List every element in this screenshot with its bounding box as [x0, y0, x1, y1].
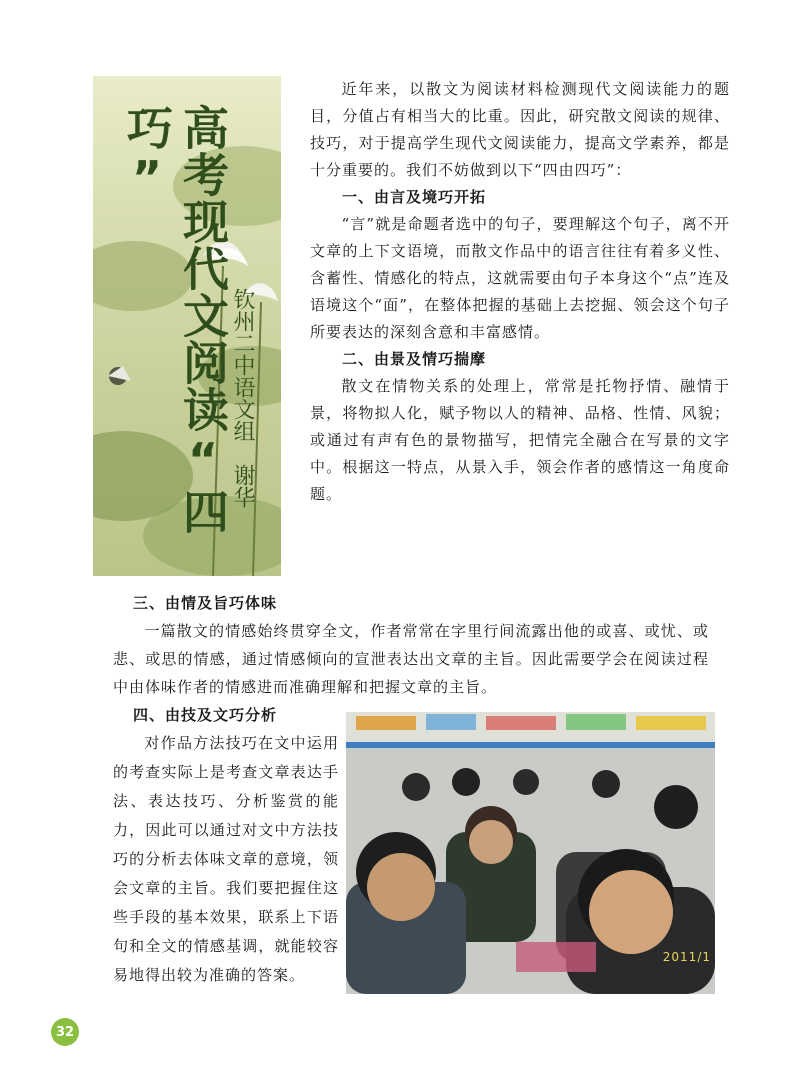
intro-paragraph: 近年来，以散文为阅读材料检测现代文阅读能力的题目，分值占有相当大的比重。因此，研究散文阅读的规律、技巧，对于提高学生现代文阅读能力，提高文学素养，都是十分重要的。我们不妨做到以下“四由四巧”：: [310, 80, 730, 179]
section-4: [113, 702, 339, 990]
section-3: [113, 590, 709, 701]
section-1-body: “言”就是命题者选中的句子，要理解这个句子，离不开文章的上下文语境，而散文作品中的语言往往有着多义性、含蓄性、情感化的特点，这就需要由句子本身这个“点”连及语境这个“面”，在整体把握的基础上去挖掘、领会这个句子所要表达的深刻含意和丰富感情。: [310, 215, 730, 341]
section-2-body: 散文在情物关系的处理上，常常是托物抒情、融情于景，将物拟人化，赋予物以人的精神、品格、性情、风貌；或通过有声有色的景物描写，把情完全融合在写景的文字中。根据这一特点，从景入手，领会作者的感情这一角度命题。: [310, 377, 730, 503]
author-group: 钦州二中语文组: [230, 288, 255, 442]
photo-date-stamp: 2011/1: [662, 950, 711, 964]
title-banner: [93, 76, 281, 576]
section-4-body: 对作品方法技巧在文中运用的考查实际上是考查文章表达手法、表达技巧、分析鉴赏的能力，因此可以通过对文中方法技巧的分析去体味文章的意境，领会文章的主旨。我们要把握住这些手段的基本效果，联系上下语句和全文的情感基调，就能较容易地得出较为准确的答案。: [113, 734, 339, 984]
page-number: 32: [51, 1018, 79, 1046]
section-2-heading: 二、由景及情巧揣摩: [342, 350, 487, 368]
right-column: [310, 76, 730, 508]
section-1-heading: 一、由言及境巧开拓: [342, 188, 487, 206]
author-name: 谢华: [230, 464, 255, 508]
banner-author: [229, 288, 255, 508]
classroom-photo: [346, 712, 715, 994]
section-3-body: 一篇散文的情感始终贯穿全文，作者常常在字里行间流露出他的或喜、或忧、或悲、或思的情感，通过情感倾向的宣泄表达出文章的主旨。因此需要学会在阅读过程中由体味作者的情感进而准确理解和把握文章的主旨。: [113, 622, 709, 696]
section-3-heading: 三、由情及旨巧体味: [133, 594, 278, 612]
banner-title: 高考现代文阅读“四巧”: [120, 104, 230, 535]
students-image: [346, 712, 715, 994]
section-4-heading: 四、由技及文巧分析: [133, 706, 278, 724]
